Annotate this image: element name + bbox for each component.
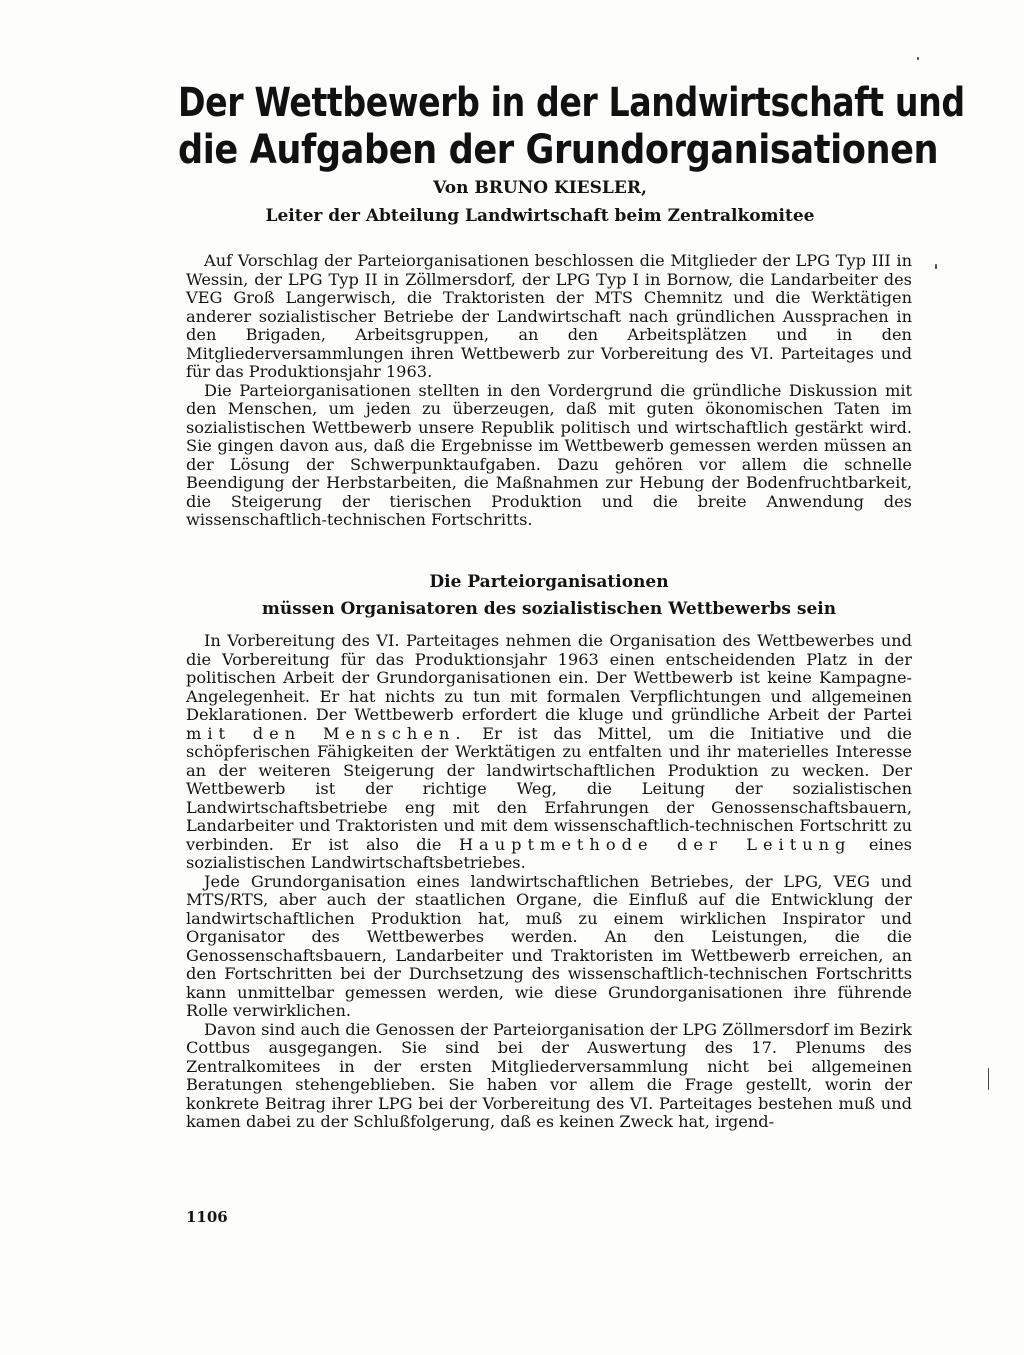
intro-section bbox=[186, 252, 912, 530]
article-title bbox=[178, 80, 965, 174]
main-section bbox=[186, 632, 912, 1132]
paragraph-text: eines sozialistischen Landwirtschaftsbetriebes. bbox=[186, 834, 912, 872]
section-heading-line-1: Die Parteiorganisationen bbox=[429, 572, 669, 592]
title-line-2: die Aufgaben der Grundorganisationen bbox=[178, 127, 939, 173]
page-number: 1106 bbox=[186, 1208, 228, 1226]
paragraph-text: In Vorbereitung des VI. Parteitages nehmen die Organisation des Wettbewerbes und die Vorbereitung für das Produktionsjahr 1963 einen entscheidenden Platz in der politischen Arbeit der Grundorganisationen ein. Der Wettbewerb ist keine Kampagne-Angelegenheit. Er hat nichts zu tun mit formalen Verpflichtungen und allgemeinen Deklarationen. Der Wettbewerb erfordert die kluge und gründliche Arbeit der Partei bbox=[186, 631, 912, 724]
paragraph: Davon sind auch die Genossen der Parteiorganisation der LPG Zöllmersdorf im Bezirk Cottbus ausgegangen. Sie sind bei der Auswertung des 17. Plenums des Zentralkomitees in der ersten Mitgliederversammlung nicht bei allgemeinen Beratungen stehengeblieben. Sie haben vor allem die Frage gestellt, worin der konkrete Beitrag ihrer LPG bei der Vorbereitung des VI. Parteitages bestehen muß und kamen dabei zu der Schlußfolgerung, daß es keinen Zweck hat, irgend- bbox=[186, 1019, 912, 1131]
title-line-1: Der Wettbewerb in der Landwirtschaft und bbox=[178, 80, 965, 126]
emphasis-spaced-text: Hauptmethode der Leitung bbox=[458, 834, 852, 854]
scan-speck bbox=[988, 1068, 989, 1090]
byline-position: Leiter der Abteilung Landwirtschaft beim Zentralkomitee bbox=[265, 206, 815, 226]
byline-author: Von BRUNO KIESLER, bbox=[433, 178, 647, 198]
paragraph-text: Er ist das Mittel, um die Initiative und die schöpferischen Fähigkeiten der Werktätigen zu entfalten und ihr materielles Interesse an der weiteren Steigerung der landwirtschaftlichen Produktion zu wecken. Der Wettbewerb ist der richtige Weg, die Leitung der sozialistischen Landwirtschaftsbetriebe eng mit den Erfahrungen der Genossenschaftsbauern, Landarbeiter und Traktoristen und mit dem wissenschaftlich-technischen Fortschritt zu verbinden. Er ist also die bbox=[186, 723, 912, 854]
section-heading-line-2: müssen Organisatoren des sozialistischen Wettbewerbs sein bbox=[261, 599, 837, 619]
paragraph: Auf Vorschlag der Parteiorganisationen beschlossen die Mitglieder der LPG Typ III in Wessin, der LPG Typ II in Zöllmersdorf, der LPG Typ I in Bornow, die Landarbeiter des VEG Groß Langerwisch, die Traktoristen der MTS Chemnitz und die Werktätigen anderer sozialistischer Betriebe der Landwirtschaft nach gründlichen Aussprachen in den Brigaden, Arbeitsgruppen, an den Arbeitsplätzen und in den Mitgliederversammlungen ihren Wettbewerb zur Vorbereitung des VI. Parteitages und für das Produktionsjahr 1963. bbox=[186, 251, 912, 381]
paragraph: Jede Grundorganisation eines landwirtschaftlichen Betriebes, der LPG, VEG und MTS/RTS, aber auch der staatlichen Organe, die Einfluß auf die Entwicklung der landwirtschaftlichen Produktion hat, muß zu einem wirklichen Inspirator und Organisator des Wettbewerbes werden. An den Leistungen, die die Genossenschaftsbauern, Landarbeiter und Traktoristen im Wettbewerb erreichen, an den Fortschritten bei der Durchsetzung des wissenschaftlich-technischen Fortschritts kann unmittelbar gemessen werden, wie diese Grundorganisationen ihre führende Rolle verwirklichen. bbox=[186, 871, 912, 1020]
paragraph: Die Parteiorganisationen stellten in den Vordergrund die gründliche Diskussion mit den Menschen, um jeden zu überzeugen, daß mit guten ökonomischen Taten im sozialistischen Wettbewerb unsere Republik politisch und wirtschaftlich gestärkt wird. Sie gingen davon aus, daß die Ergebnisse im Wettbewerb gemessen werden müssen an der Lösung der Schwerpunktaufgaben. Dazu gehören vor allem die schnelle Beendigung der Herbstarbeiten, die Maßnahmen zur Hebung der Bodenfruchtbarkeit, die Steigerung der tierischen Produktion und die breite Anwendung des wissenschaftlich-technischen Fortschritts. bbox=[186, 380, 912, 529]
emphasis-spaced-text: mit den Menschen. bbox=[186, 723, 467, 743]
scan-speck bbox=[917, 57, 919, 60]
scan-speck bbox=[935, 264, 937, 269]
paragraph bbox=[186, 632, 912, 873]
